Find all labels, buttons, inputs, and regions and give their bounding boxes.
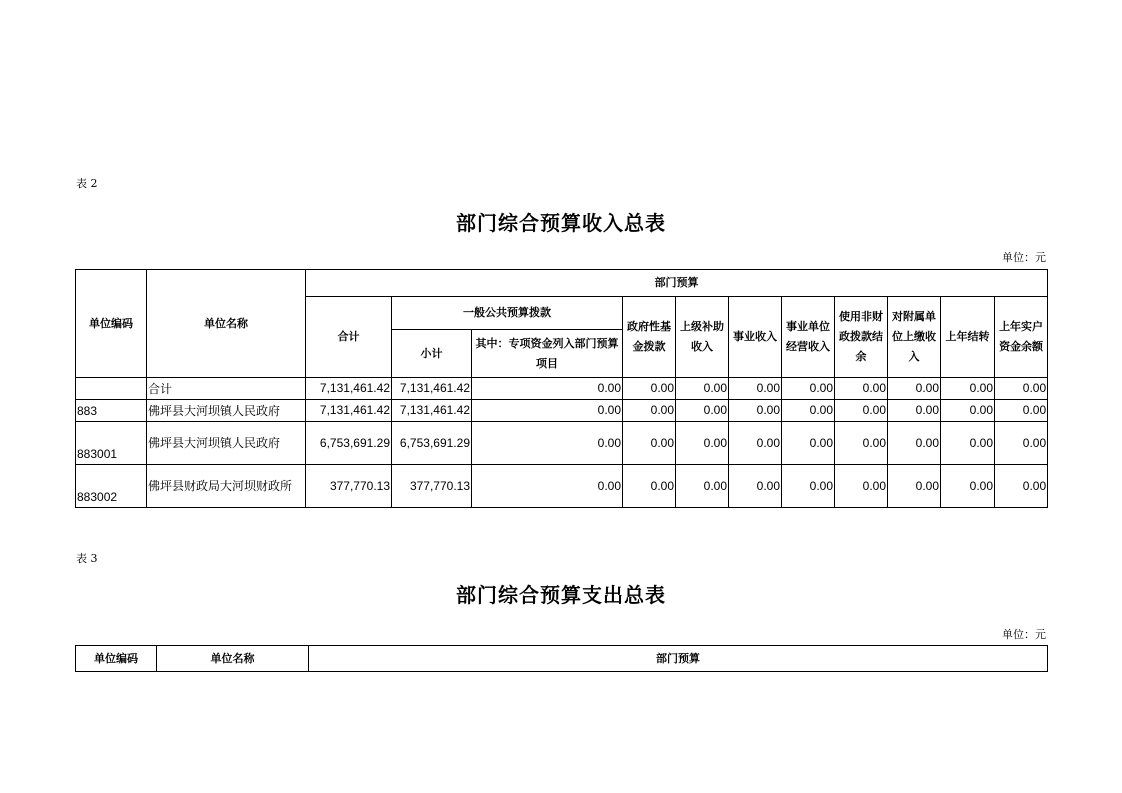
row-name: 佛坪县大河坝镇人民政府 — [147, 422, 306, 465]
cell-upper-subsidy: 0.00 — [676, 422, 729, 465]
cell-affiliated: 0.00 — [888, 422, 941, 465]
cell-affiliated: 0.00 — [888, 465, 941, 508]
cell-non-fiscal: 0.00 — [835, 465, 888, 508]
header-business-operating: 事业单位经营收入 — [782, 297, 835, 378]
table-row — [76, 400, 1048, 422]
header-general-public: 一般公共预算拨款 — [392, 297, 623, 330]
cell-special-funds: 0.00 — [472, 400, 623, 422]
table2-title: 部门综合预算收入总表 — [456, 211, 666, 235]
cell-non-fiscal: 0.00 — [835, 400, 888, 422]
cell-special-funds: 0.00 — [472, 465, 623, 508]
cell-business-income: 0.00 — [729, 378, 782, 400]
cell-gov-fund: 0.00 — [623, 400, 676, 422]
header-gov-fund: 政府性基金拨款 — [623, 297, 676, 378]
cell-business-operating: 0.00 — [782, 378, 835, 400]
cell-last-year-carry: 0.00 — [941, 465, 995, 508]
header-dept-budget: 部门预算 — [306, 270, 1048, 297]
cell-last-year-balance: 0.00 — [995, 465, 1048, 508]
header-subtotal: 小计 — [392, 330, 472, 378]
cell-total: 7,131,461.42 — [306, 378, 392, 400]
header-last-year-carry: 上年结转 — [941, 297, 995, 378]
cell-gov-fund: 0.00 — [623, 422, 676, 465]
cell-total: 6,753,691.29 — [306, 422, 392, 465]
table-row — [76, 465, 1048, 508]
cell-gov-fund: 0.00 — [623, 378, 676, 400]
row-code: 883001 — [76, 422, 147, 465]
cell-affiliated: 0.00 — [888, 378, 941, 400]
cell-affiliated: 0.00 — [888, 400, 941, 422]
header-unit-code: 单位编码 — [76, 270, 147, 378]
header-unit-name: 单位名称 — [157, 646, 309, 672]
cell-total: 7,131,461.42 — [306, 400, 392, 422]
header-unit-code: 单位编码 — [76, 646, 157, 672]
header-non-fiscal: 使用非财政拨款结余 — [835, 297, 888, 378]
table3-label: 表 3 — [76, 552, 98, 565]
cell-subtotal: 7,131,461.42 — [392, 400, 472, 422]
cell-business-income: 0.00 — [729, 422, 782, 465]
cell-last-year-balance: 0.00 — [995, 378, 1048, 400]
row-name: 佛坪县财政局大河坝财政所 — [147, 465, 306, 508]
cell-business-operating: 0.00 — [782, 465, 835, 508]
cell-business-income: 0.00 — [729, 465, 782, 508]
expense-summary-table — [75, 645, 1048, 672]
cell-upper-subsidy: 0.00 — [676, 465, 729, 508]
table-row — [76, 422, 1048, 465]
header-unit-name: 单位名称 — [147, 270, 306, 378]
row-code — [76, 378, 147, 400]
income-summary-table — [75, 269, 1048, 508]
cell-last-year-carry: 0.00 — [941, 400, 995, 422]
row-code: 883002 — [76, 465, 147, 508]
cell-non-fiscal: 0.00 — [835, 422, 888, 465]
cell-business-operating: 0.00 — [782, 422, 835, 465]
header-upper-subsidy: 上级补助收入 — [676, 297, 729, 378]
row-name: 佛坪县大河坝镇人民政府 — [147, 400, 306, 422]
table-row — [76, 378, 1048, 400]
header-total: 合计 — [306, 297, 392, 378]
cell-total: 377,770.13 — [306, 465, 392, 508]
cell-subtotal: 377,770.13 — [392, 465, 472, 508]
cell-gov-fund: 0.00 — [623, 465, 676, 508]
table3-unit: 单位：元 — [1002, 628, 1046, 641]
header-last-year-balance: 上年实户资金余额 — [995, 297, 1048, 378]
header-special-funds: 其中：专项资金列入部门预算项目 — [472, 330, 623, 378]
cell-non-fiscal: 0.00 — [835, 378, 888, 400]
cell-business-operating: 0.00 — [782, 400, 835, 422]
cell-last-year-balance: 0.00 — [995, 422, 1048, 465]
cell-last-year-carry: 0.00 — [941, 422, 995, 465]
header-business-income: 事业收入 — [729, 297, 782, 378]
table2-unit: 单位：元 — [1002, 251, 1046, 264]
table3-title: 部门综合预算支出总表 — [456, 583, 666, 607]
cell-upper-subsidy: 0.00 — [676, 378, 729, 400]
cell-last-year-carry: 0.00 — [941, 378, 995, 400]
row-code: 883 — [76, 400, 147, 422]
cell-upper-subsidy: 0.00 — [676, 400, 729, 422]
cell-business-income: 0.00 — [729, 400, 782, 422]
cell-last-year-balance: 0.00 — [995, 400, 1048, 422]
cell-subtotal: 6,753,691.29 — [392, 422, 472, 465]
row-name: 合计 — [147, 378, 306, 400]
table2-label: 表 2 — [76, 177, 98, 190]
cell-special-funds: 0.00 — [472, 378, 623, 400]
header-affiliated: 对附属单位上缴收入 — [888, 297, 941, 378]
header-dept-budget: 部门预算 — [309, 646, 1048, 672]
cell-special-funds: 0.00 — [472, 422, 623, 465]
cell-subtotal: 7,131,461.42 — [392, 378, 472, 400]
